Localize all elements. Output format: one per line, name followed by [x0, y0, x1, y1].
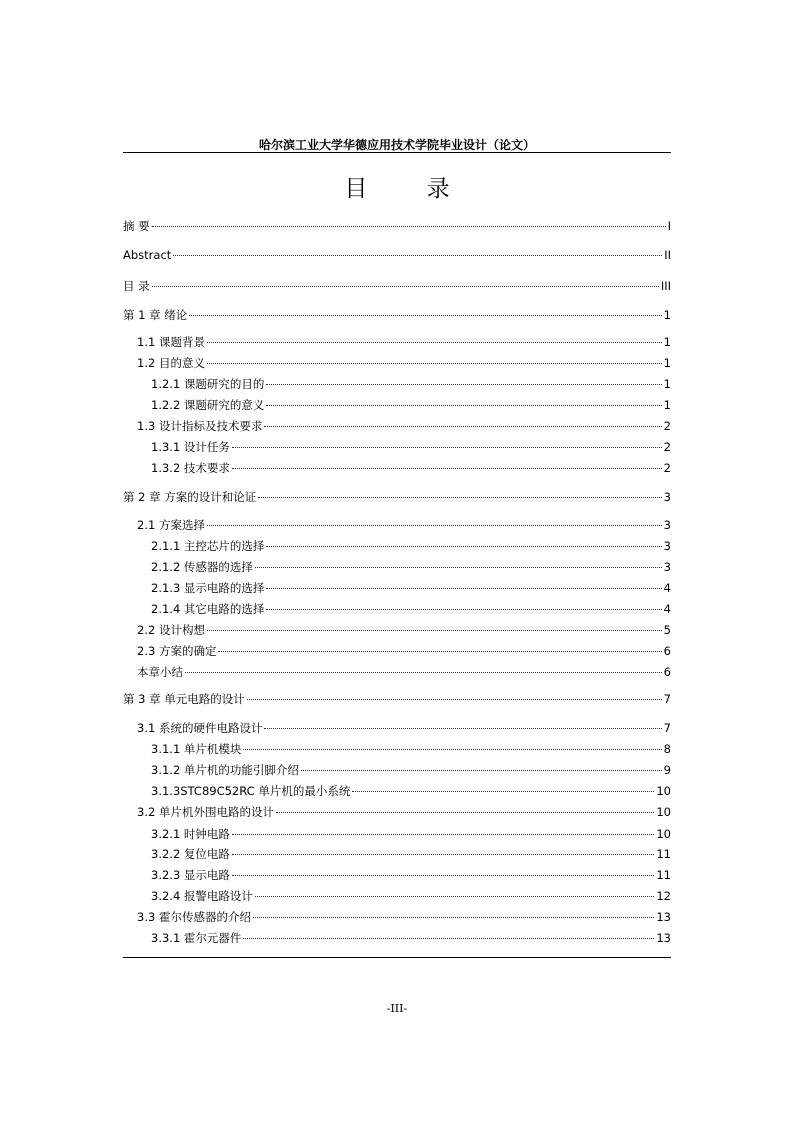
toc-entry-label: 目 录	[123, 279, 150, 293]
toc-entry-label: 3.3.1 霍尔元器件	[151, 931, 242, 945]
toc-dot-leader	[266, 384, 661, 385]
toc-entry-label: 2.3 方案的确定	[137, 644, 217, 658]
toc-entry-label: 3.2.3 显示电路	[151, 868, 230, 882]
toc-entry[interactable]	[151, 376, 671, 394]
toc-entry[interactable]	[137, 664, 671, 682]
toc-entry-page: 2	[663, 419, 671, 433]
toc-entry[interactable]	[137, 334, 671, 352]
toc-entry-page: 1	[663, 335, 671, 349]
page-title: 目 录	[344, 176, 476, 202]
toc-entry-page: 10	[656, 784, 671, 798]
toc-entry-label: 3.3 霍尔传感器的介绍	[137, 910, 251, 924]
toc-dot-leader	[152, 226, 666, 227]
toc-entry-page: 7	[663, 692, 671, 706]
toc-entry-page: 13	[656, 910, 671, 924]
toc-dot-leader	[152, 286, 659, 287]
toc-entry[interactable]	[137, 355, 671, 373]
toc-entry-page: 4	[663, 581, 671, 595]
toc-entry-page: 6	[663, 665, 671, 679]
toc-entry-page: 3	[663, 490, 671, 504]
toc-entry-label: 2.2 设计构想	[137, 623, 205, 637]
toc-entry-page: 6	[663, 644, 671, 658]
toc-entry-page: 9	[663, 763, 671, 777]
toc-dot-leader	[253, 917, 654, 918]
toc-entry-label: 第 2 章 方案的设计和论证	[123, 490, 257, 504]
toc-entry-label: Abstract	[123, 248, 172, 262]
toc-entry[interactable]	[151, 439, 671, 457]
toc-entry[interactable]	[123, 248, 671, 266]
toc-entry[interactable]	[151, 538, 671, 556]
toc-dot-leader	[258, 497, 661, 498]
toc-dot-leader	[207, 342, 662, 343]
toc-entry-label: 2.1 方案选择	[137, 518, 205, 532]
toc-entry-label: 1.3 设计指标及技术要求	[137, 419, 263, 433]
page-header: 哈尔滨工业大学华德应用技术学院毕业设计（论文）	[258, 138, 535, 152]
toc-dot-leader	[255, 896, 654, 897]
header-divider	[123, 152, 671, 153]
toc-entry-label: 第 1 章 绪论	[123, 308, 188, 322]
toc-dot-leader	[266, 588, 661, 589]
toc-entry-label: 本章小结	[137, 665, 183, 679]
toc-dot-leader	[232, 854, 654, 855]
page-number: -III-	[386, 1002, 408, 1015]
toc-entry[interactable]	[151, 460, 671, 478]
toc-entry-page: 3	[663, 518, 671, 532]
toc-entry-label: 3.1 系统的硬件电路设计	[137, 721, 263, 735]
toc-entry[interactable]	[137, 418, 671, 436]
toc-entry-page: 7	[663, 721, 671, 735]
toc-dot-leader	[207, 630, 662, 631]
toc-entry[interactable]	[151, 888, 671, 906]
toc-entry-page: 12	[656, 889, 671, 903]
toc-dot-leader	[232, 468, 662, 469]
toc-entry-label: 1.3.1 设计任务	[151, 440, 230, 454]
toc-entry[interactable]	[151, 580, 671, 598]
toc-entry[interactable]	[123, 278, 671, 296]
toc-entry[interactable]	[151, 762, 671, 780]
toc-entry-page: 2	[663, 440, 671, 454]
toc-entry-page: 4	[663, 602, 671, 616]
toc-entry-label: 摘 要	[123, 219, 150, 233]
toc-entry-page: 10	[656, 805, 671, 819]
toc-entry-label: 第 3 章 单元电路的设计	[123, 692, 245, 706]
toc-entry-label: 2.1.4 其它电路的选择	[151, 602, 265, 616]
toc-entry[interactable]	[151, 783, 671, 801]
toc-entry[interactable]	[123, 489, 671, 507]
toc-entry-page: 5	[663, 623, 671, 637]
toc-entry[interactable]	[137, 643, 671, 661]
toc-dot-leader	[266, 546, 661, 547]
toc-entry-label: 2.1.2 传感器的选择	[151, 560, 253, 574]
toc-dot-leader	[232, 447, 662, 448]
toc-entry-page: 3	[663, 539, 671, 553]
toc-entry-label: 2.1.3 显示电路的选择	[151, 581, 265, 595]
toc-entry-page: II	[664, 248, 671, 262]
toc-entry-page: 3	[663, 560, 671, 574]
toc-entry-page: 2	[663, 461, 671, 475]
toc-entry-label: 1.1 课题背景	[137, 335, 205, 349]
toc-dot-leader	[218, 651, 661, 652]
toc-entry[interactable]	[151, 846, 671, 864]
toc-entry-page: 1	[663, 377, 671, 391]
toc-dot-leader	[243, 749, 661, 750]
toc-entry-label: 2.1.1 主控芯片的选择	[151, 539, 265, 553]
toc-dot-leader	[173, 255, 662, 256]
toc-entry-page: 8	[663, 742, 671, 756]
toc-dot-leader	[276, 812, 654, 813]
toc-entry[interactable]	[151, 559, 671, 577]
toc-entry-page: 1	[663, 308, 671, 322]
toc-dot-leader	[232, 875, 654, 876]
toc-entry-page: 1	[663, 398, 671, 412]
toc-entry[interactable]	[137, 804, 671, 822]
toc-entry-label: 3.1.2 单片机的功能引脚介绍	[151, 763, 299, 777]
toc-entry-label: 3.2.2 复位电路	[151, 847, 230, 861]
toc-entry-page: III	[660, 279, 671, 293]
toc-entry-label: 3.2 单片机外围电路的设计	[137, 805, 274, 819]
toc-dot-leader	[207, 363, 662, 364]
toc-entry[interactable]	[151, 867, 671, 885]
toc-entry-label: 1.2.2 课题研究的意义	[151, 398, 265, 412]
toc-dot-leader	[247, 699, 662, 700]
toc-dot-leader	[207, 525, 662, 526]
toc-dot-leader	[243, 938, 654, 939]
toc-entry[interactable]	[137, 517, 671, 535]
toc-dot-leader	[266, 609, 661, 610]
toc-dot-leader	[266, 405, 661, 406]
footer-divider	[123, 957, 671, 958]
toc-entry-page: 1	[663, 356, 671, 370]
toc-entry[interactable]	[137, 622, 671, 640]
toc-entry-label: 3.1.1 单片机模块	[151, 742, 242, 756]
toc-dot-leader	[352, 791, 654, 792]
toc-dot-leader	[189, 315, 661, 316]
toc-entry[interactable]	[151, 397, 671, 415]
toc-entry[interactable]	[151, 741, 671, 759]
toc-entry-label: 1.2.1 课题研究的目的	[151, 377, 265, 391]
toc-entry-label: 1.2 目的意义	[137, 356, 205, 370]
toc-dot-leader	[232, 834, 654, 835]
toc-entry-label: 3.1.3STC89C52RC 单片机的最小系统	[151, 784, 351, 798]
toc-entry[interactable]	[137, 909, 671, 927]
toc-entry[interactable]	[151, 826, 671, 844]
toc-entry[interactable]	[151, 601, 671, 619]
toc-entry-page: 11	[656, 868, 671, 882]
toc-entry-page: 13	[656, 931, 671, 945]
toc-entry-page: 11	[656, 847, 671, 861]
toc-entry[interactable]	[123, 218, 671, 236]
toc-dot-leader	[264, 426, 661, 427]
toc-entry-label: 1.3.2 技术要求	[151, 461, 230, 475]
toc-entry-page: 10	[656, 827, 671, 841]
toc-dot-leader	[255, 567, 662, 568]
toc-dot-leader	[264, 728, 661, 729]
toc-entry-label: 3.2.4 报警电路设计	[151, 889, 253, 903]
toc-dot-leader	[301, 770, 662, 771]
toc-entry-label: 3.2.1 时钟电路	[151, 827, 230, 841]
toc-entry[interactable]	[123, 307, 671, 325]
toc-dot-leader	[185, 672, 662, 673]
toc-entry[interactable]	[123, 691, 671, 709]
toc-entry-page: I	[667, 219, 671, 233]
toc-entry[interactable]	[151, 930, 671, 948]
toc-entry[interactable]	[137, 720, 671, 738]
